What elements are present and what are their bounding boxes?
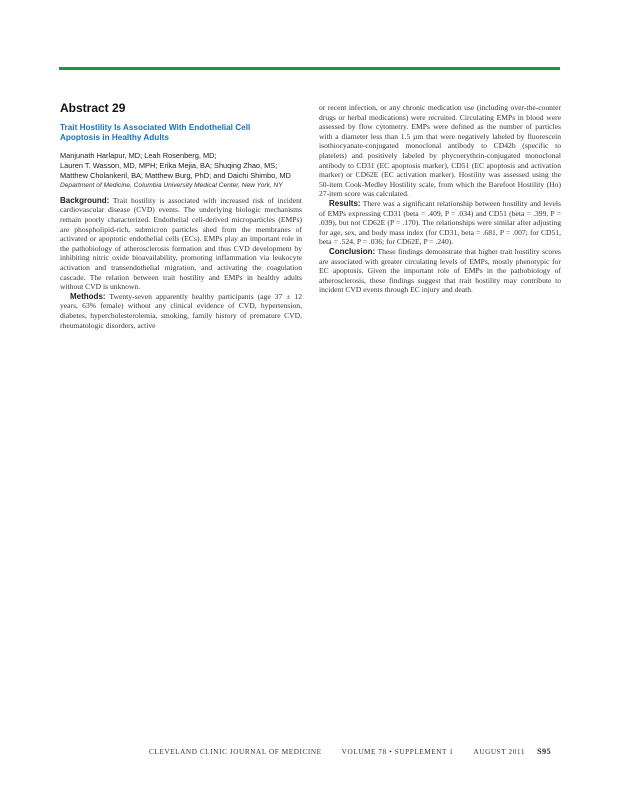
background-heading: Background: — [60, 195, 110, 205]
methods-continued: or recent infection, or any chronic medication use (including over-the-counter drugs or herbal medications) were recruited. Circulating EMPs in blood were assessed by flow cytometry. EMPs were defined as the number of particles with a diameter less than 1.5 µm that were negatively labeled by fluorescein isothiocyanate-conjugated monoclonal antibody to CD42b (specific to platelets) and positively labeled by phycoerythrin-conjugated monoclonal antibody to CD31 (EC apoptosis marker), CD51 (EC apoptosis and activation marker) or CD62E (EC activation marker). Hostility was assessed using the 50-item Cook-Medley Hostility scale, from which the Barefoot Hostility (Ho) 27-item score was calculated. — [319, 103, 561, 199]
conclusion-text: These findings demonstrate that higher trait hostility scores are associated with greater circulating levels of EMPs, mostly phenotypic for EC apoptosis. Given the important role of EMPs in the pathobiology of atherosclerosis, these findings suggest that trait hostility may contribute to incident CVD events through EC injury and death. — [319, 246, 562, 295]
results-text: There was a significant relationship between hostility and levels of EMPs expressing CD31 (beta = .409, P = .034) and CD51 (beta = .399, P = .039), but not CD62E (P = .170). The relationships were similar after adjusting for age, sex, and body mass index (for CD31, beta = .681, P = .007; for CD51, beta = .524, P = .036; for CD62E, P = .240). — [319, 198, 561, 247]
conclusion-heading: Conclusion: — [329, 246, 376, 256]
top-rule — [59, 67, 560, 70]
footer-page-number: S95 — [537, 747, 551, 756]
authors-line-1: Manjunath Harlapur, MD; Leah Rosenberg, MD; — [60, 151, 217, 161]
footer-journal: CLEVELAND CLINIC JOURNAL OF MEDICINE — [149, 748, 322, 756]
author-list — [60, 151, 302, 180]
background-paragraph — [60, 196, 302, 292]
article-title — [60, 123, 302, 143]
methods-text: Twenty-seven apparently healthy participants (age 37 ± 12 years, 63% female) without any clinical evidence of CVD, hypertension, diabetes, hypercholesterolemia, smoking, family history of premature CVD, rheumatologic disorders, active — [60, 291, 302, 330]
right-column — [319, 103, 561, 295]
conclusion-paragraph — [319, 247, 561, 295]
authors-line-3: Matthew Cholankeril, BA; Matthew Burg, PhD; and Daichi Shimbo, MD — [60, 171, 291, 180]
results-paragraph — [319, 199, 561, 247]
affiliation: Department of Medicine, Columbia University Medical Center, New York, NY — [60, 181, 283, 189]
methods-paragraph — [60, 292, 302, 330]
footer-volume: VOLUME 78 • SUPPLEMENT 1 — [341, 748, 454, 756]
left-column — [60, 101, 302, 330]
title-line-1: Trait Hostility Is Associated With Endothelial Cell — [60, 123, 251, 132]
authors-line-2: Lauren T. Wasson, MD, MPH; Erika Mejia, BA; Shuqing Zhao, MS; — [60, 161, 278, 171]
methods-heading: Methods: — [70, 291, 106, 301]
results-heading: Results: — [329, 198, 361, 208]
abstract-number: Abstract 29 — [60, 101, 126, 115]
page-footer — [149, 747, 561, 756]
background-text: Trait hostility is associated with increased risk of incident cardiovascular disease (CVD) events. The underlying biologic mechanisms remain poorly characterized. Endothelial cell-derived microparticles (EMPs) are phospholipid-rich, submicron particles shed from the membranes of activated or apoptotic endothelial cells (ECs). EMPs play an important role in the pathobiology of atherosclerosis formation and thus CVD development by inhibiting nitric oxide bioavailability, promoting inflammation via leukocyte activation and transendothelial migration, and activating the coagulation cascade. The relation between trait hostility and EMPs in healthy adults without CVD is unknown. — [60, 195, 302, 292]
title-line-2: Apoptosis in Healthy Adults — [60, 133, 169, 143]
footer-date: AUGUST 2011 — [473, 748, 526, 756]
